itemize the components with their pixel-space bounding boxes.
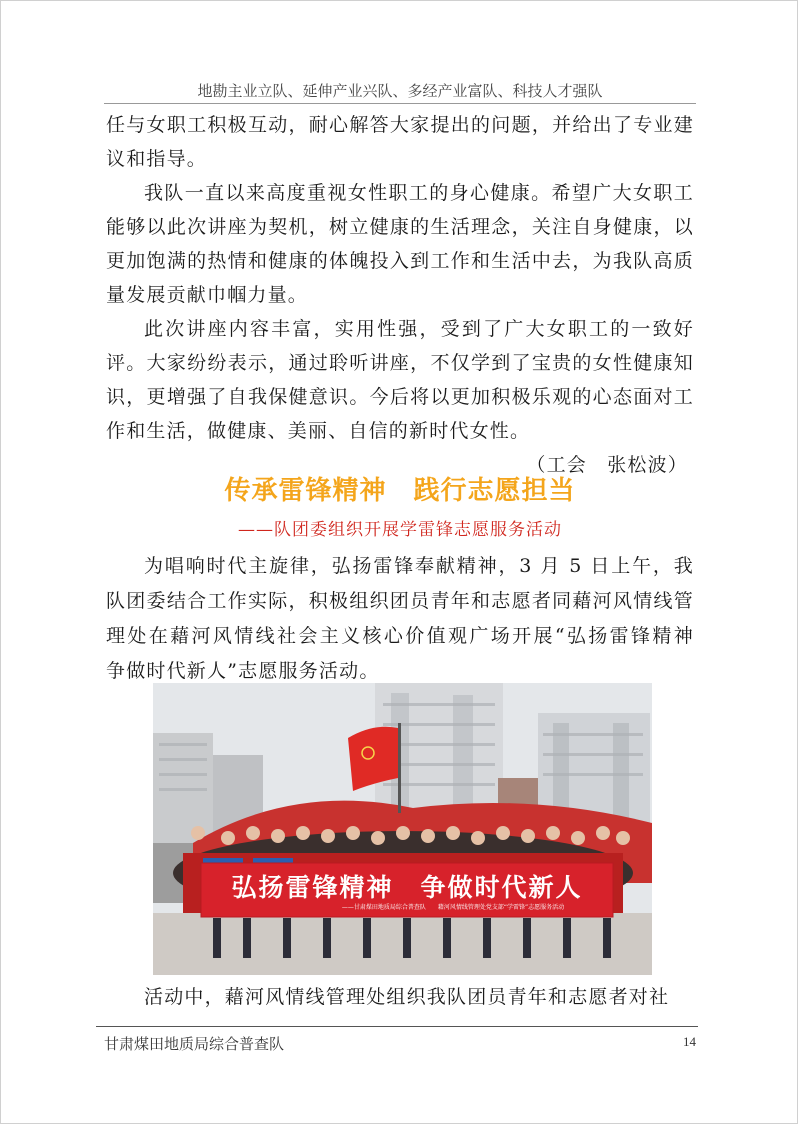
paragraph-feedback: 此次讲座内容丰富，实用性强，受到了广大女职工的一致好评。大家纷纷表示，通过聆听讲座，不仅学到了宝贵的女性健康知识，更增强了自我保健意识。今后将以更加积极乐观的心态面对工作和生活，做健康、美丽、自信的新时代女性。 bbox=[106, 318, 694, 442]
volunteer-group-photo bbox=[153, 683, 652, 975]
page-number: 14 bbox=[683, 1034, 696, 1049]
paragraph-continuation: 任与女职工积极互动，耐心解答大家提出的问题，并给出了专业建议和指导。 bbox=[106, 114, 694, 170]
author-signature: （工会 张松波） bbox=[526, 454, 688, 476]
paragraph-activity: 活动中，藉河风情线管理处组织我队团员青年和志愿者对社 bbox=[144, 986, 670, 1008]
banner-slogan: 弘扬雷锋精神 争做时代新人 bbox=[231, 873, 583, 902]
footer-organization: 甘肃煤田地质局综合普查队 bbox=[104, 1035, 285, 1053]
banner-subtext: ——甘肃煤田地质局综合普查队 藉河风情线管理处党支部“学雷锋”志愿服务活动 bbox=[341, 904, 565, 911]
page-header: 地勘主业立队、延伸产业兴队、多经产业富队、科技人才强队 bbox=[197, 82, 603, 100]
header-divider bbox=[104, 103, 696, 104]
paragraph-intro: 为唱响时代主旋律，弘扬雷锋奉献精神，3 月 5 日上午，我队团委结合工作实际，积极组织团员青年和志愿者同藉河风情线管理处在藉河风情线社会主义核心价值观广场开展“弘扬雷锋精神 争做时代新人”志愿服务活动。 bbox=[106, 555, 715, 682]
article-2-title: 传承雷锋精神 践行志愿担当 bbox=[224, 476, 576, 506]
paragraph-health: 我队一直以来高度重视女性职工的身心健康。希望广大女职工能够以此次讲座为契机，树立健康的生活理念，关注自身健康，以更加饱满的热情和健康的体魄投入到工作和生活中去，为我队高质量发展贡献巾帼力量。 bbox=[106, 182, 694, 306]
article-1-body bbox=[106, 108, 694, 482]
footer-divider bbox=[96, 1026, 698, 1027]
article-2-continuation bbox=[106, 980, 694, 1014]
article-2-body bbox=[106, 549, 715, 689]
photo-illustration bbox=[153, 683, 652, 975]
article-2-subtitle: ——队团委组织开展学雷锋志愿服务活动 bbox=[238, 520, 562, 540]
